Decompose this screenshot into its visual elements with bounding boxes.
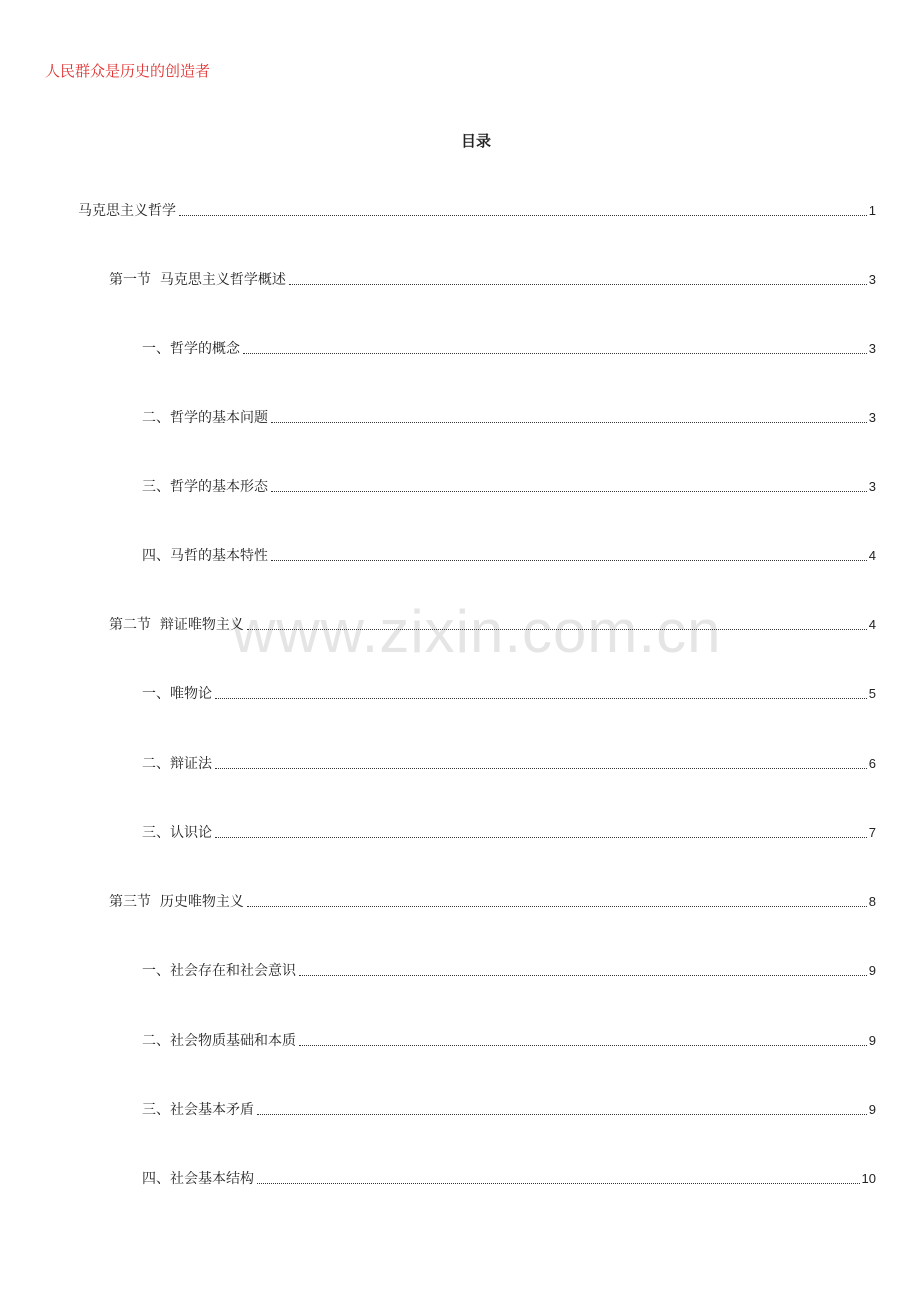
dot-leader (257, 1183, 860, 1184)
toc-entry-subsection[interactable] (142, 682, 876, 704)
toc-entry-page: 4 (868, 548, 876, 563)
toc-entry-label: 第二节 辩证唯物主义 (109, 617, 244, 633)
toc-entry-page: 9 (868, 1102, 876, 1117)
toc-entry-label: 二、哲学的基本问题 (142, 410, 268, 426)
dot-leader (247, 629, 867, 630)
toc-entry-label: 三、社会基本矛盾 (142, 1102, 254, 1118)
dot-leader (257, 1114, 867, 1115)
toc-entry-label: 三、哲学的基本形态 (142, 479, 268, 495)
toc-entry-label: 四、马哲的基本特性 (142, 548, 268, 564)
dot-leader (243, 353, 867, 354)
dot-leader (247, 906, 867, 907)
watermark: www.zixin.com.cn (232, 598, 722, 665)
toc-entry-label: 一、社会存在和社会意识 (142, 963, 296, 979)
toc-entry-label: 第一节 马克思主义哲学概述 (109, 272, 286, 288)
toc-entry-section[interactable] (109, 890, 876, 912)
toc-entry-page: 6 (868, 756, 876, 771)
toc-entry-subsection[interactable] (142, 406, 876, 428)
toc-entry-label: 四、社会基本结构 (142, 1171, 254, 1187)
toc-entry-label: 二、社会物质基础和本质 (142, 1033, 296, 1049)
toc-entry-page: 8 (868, 894, 876, 909)
toc-entry-page: 7 (868, 825, 876, 840)
toc-entry-subsection[interactable] (142, 544, 876, 566)
dot-leader (289, 284, 867, 285)
toc-entry-label: 二、辩证法 (142, 756, 212, 772)
toc-entry-part[interactable] (78, 199, 876, 221)
toc-entry-subsection[interactable] (142, 1098, 876, 1120)
dot-leader (299, 1045, 867, 1046)
toc-entry-subsection[interactable] (142, 337, 876, 359)
dot-leader (271, 422, 867, 423)
toc-title: 目录 (460, 132, 491, 150)
dot-leader (179, 215, 867, 216)
toc-entry-section[interactable] (109, 268, 876, 290)
toc-entry-page: 9 (868, 963, 876, 978)
toc-entry-label: 一、哲学的概念 (142, 341, 240, 357)
toc-entry-page: 1 (868, 203, 876, 218)
toc-entry-subsection[interactable] (142, 1029, 876, 1051)
dot-leader (271, 560, 867, 561)
toc-entry-page: 3 (868, 341, 876, 356)
dot-leader (271, 491, 867, 492)
toc-entry-section[interactable] (109, 613, 876, 635)
toc-entry-page: 10 (861, 1171, 876, 1186)
toc-entry-label: 三、认识论 (142, 825, 212, 841)
toc-entry-label: 第三节 历史唯物主义 (109, 894, 244, 910)
toc-entry-page: 3 (868, 272, 876, 287)
toc-entry-page: 5 (868, 686, 876, 701)
dot-leader (215, 837, 867, 838)
toc-entry-label: 一、唯物论 (142, 686, 212, 702)
toc-entry-page: 3 (868, 479, 876, 494)
toc-entry-label: 马克思主义哲学 (78, 203, 176, 219)
toc-entry-subsection[interactable] (142, 821, 876, 843)
document-header-title: 人民群众是历史的创造者 (45, 62, 211, 80)
toc-entry-subsection[interactable] (142, 1167, 876, 1189)
toc-entry-page: 4 (868, 617, 876, 632)
toc-entry-subsection[interactable] (142, 752, 876, 774)
dot-leader (215, 698, 867, 699)
toc-entry-subsection[interactable] (142, 475, 876, 497)
toc-entry-page: 9 (868, 1033, 876, 1048)
dot-leader (215, 768, 867, 769)
toc-entry-page: 3 (868, 410, 876, 425)
toc-entry-subsection[interactable] (142, 959, 876, 981)
dot-leader (299, 975, 867, 976)
